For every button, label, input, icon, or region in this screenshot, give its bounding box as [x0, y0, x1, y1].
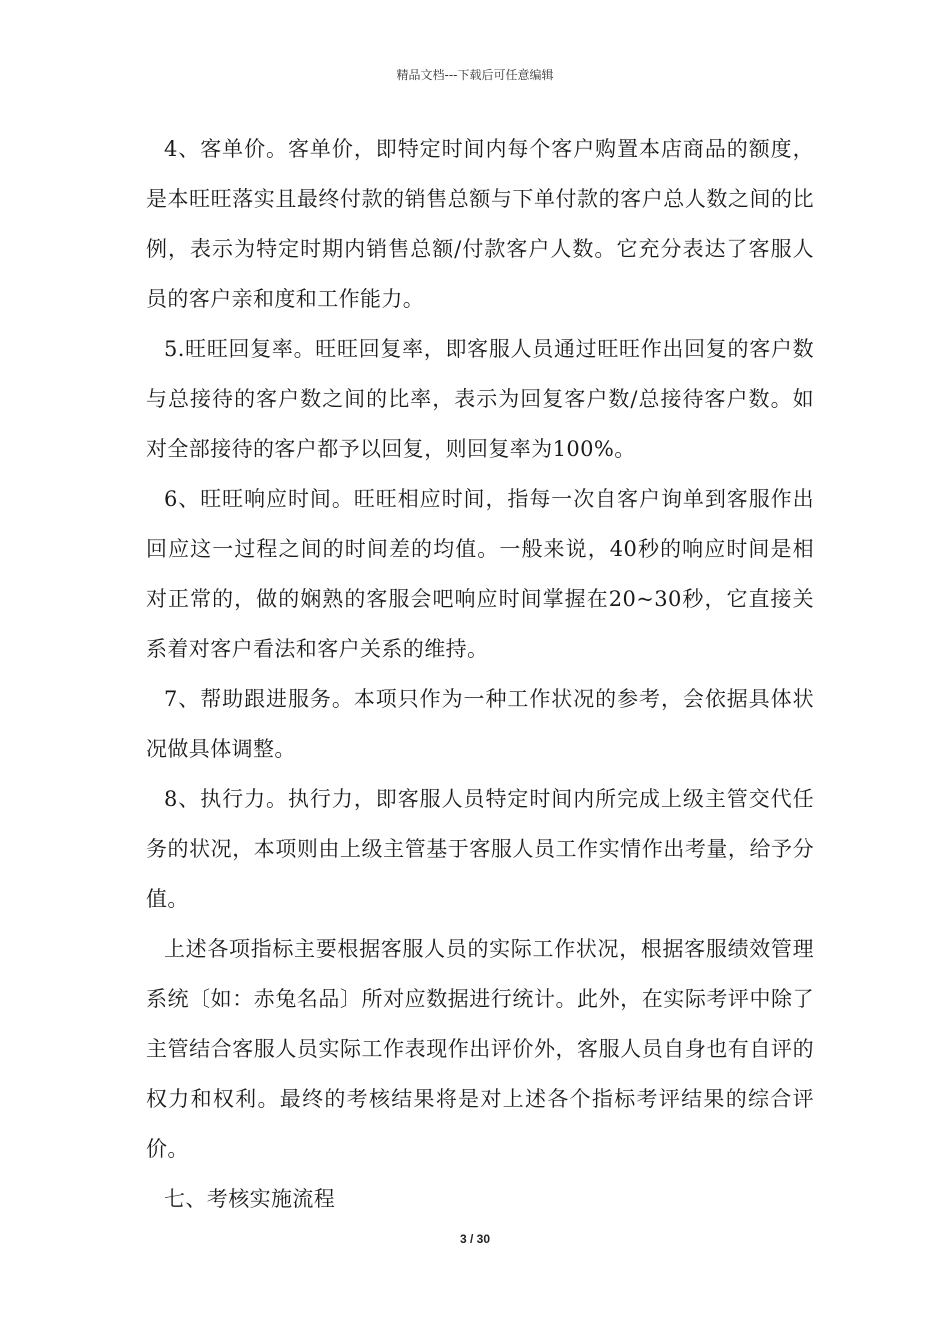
- page-header: 精品文档---下载后可任意编辑: [396, 68, 554, 82]
- document-body: [146, 124, 814, 1224]
- section-heading-process: 七、考核实施流程: [164, 1187, 336, 1211]
- paragraph-customer-unit-price: 4、客单价。客单价，即特定时间内每个客户购置本店商品的额度，是本旺旺落实且最终付款的销售总额与下单付款的客户总人数之间的比例，表示为特定时期内销售总额/付款客户人数。它充分表达了客服人员的客户亲和度和工作能力。: [146, 137, 814, 311]
- paragraph-summary: 上述各项指标主要根据客服人员的实际工作状况，根据客服绩效管理系统〔如：赤兔名品〕所对应数据进行统计。此外，在实际考评中除了主管结合客服人员实际工作表现作出评价外，客服人员自身也有自评的权力和权利。最终的考核结果将是对上述各个指标考评结果的综合评价。: [146, 937, 814, 1161]
- paragraph-follow-up-service: 7、帮助跟进服务。本项只作为一种工作状况的参考，会依据具体状况做具体调整。: [146, 687, 814, 761]
- page-number: 3 / 30: [459, 1232, 491, 1246]
- paragraph-execution: 8、执行力。执行力，即客服人员特定时间内所完成上级主管交代任务的状况，本项则由上级主管基于客服人员工作实情作出考量，给予分值。: [146, 787, 814, 911]
- paragraph-reply-rate: 5.旺旺回复率。旺旺回复率，即客服人员通过旺旺作出回复的客户数与总接待的客户数之间的比率，表示为回复客户数/总接待客户数。如对全部接待的客户都予以回复，则回复率为100%。: [146, 337, 814, 461]
- paragraph-response-time: 6、旺旺响应时间。旺旺相应时间，指每一次自客户询单到客服作出回应这一过程之间的时间差的均值。一般来说，40秒的响应时间是相对正常的，做的娴熟的客服会吧响应时间掌握在20~30秒，它直接关系着对客户看法和客户关系的维持。: [146, 487, 814, 661]
